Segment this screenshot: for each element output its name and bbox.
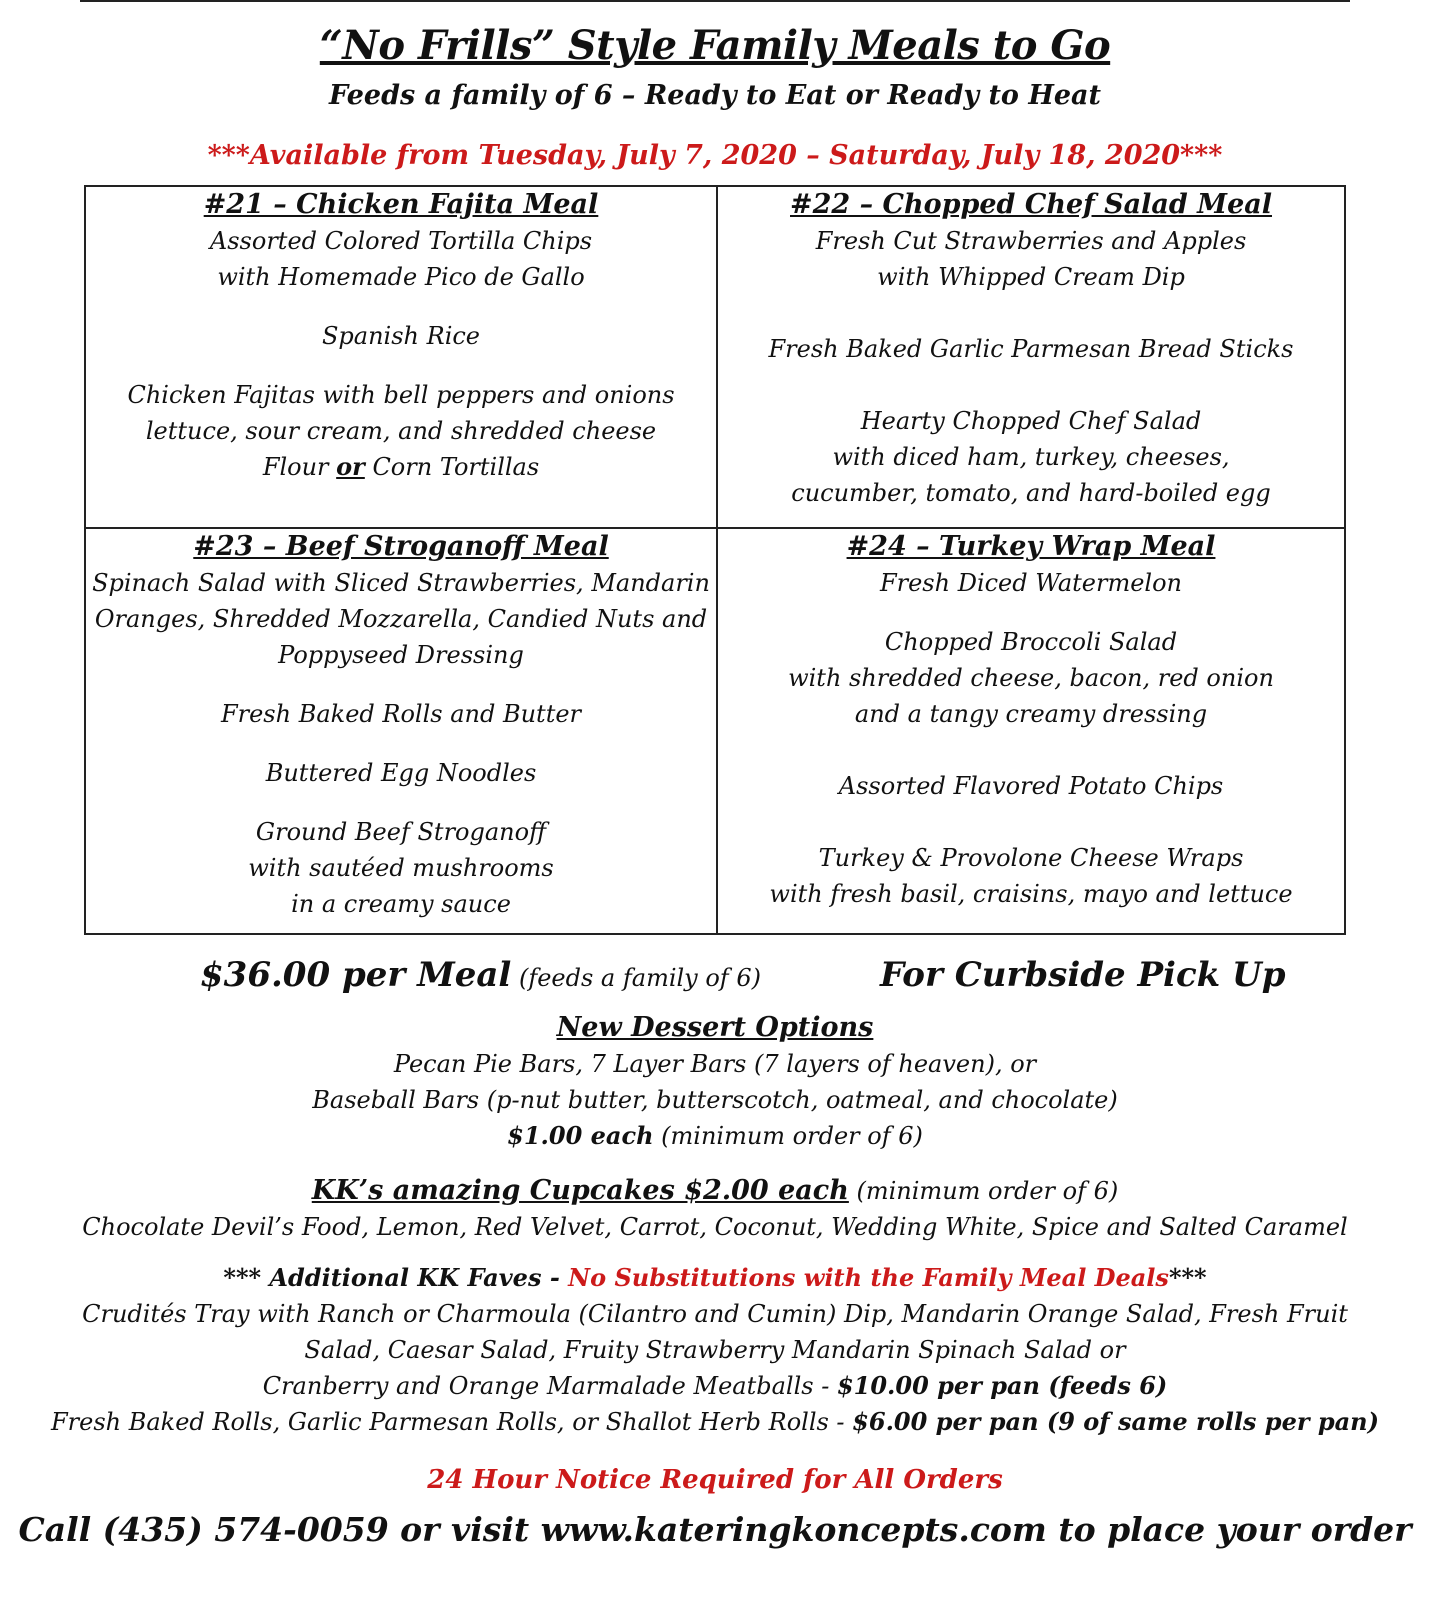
meal-card-24 bbox=[718, 529, 1344, 912]
contact-line: Call (435) 574-0059 or visit www.kateringkoncepts.com to place your order bbox=[18, 1510, 1412, 1549]
meal-title: #21 – Chicken Fajita Meal bbox=[203, 189, 599, 220]
availability-notice: ***Available from Tuesday, July 7, 2020 – Saturday, July 18, 2020*** bbox=[207, 140, 1223, 171]
meal-item-line: Assorted Flavored Potato Chips bbox=[838, 772, 1224, 800]
meal-card-23 bbox=[86, 529, 716, 922]
cupcake-flavors: Chocolate Devil’s Food, Lemon, Red Velvet, Carrot, Coconut, Wedding White, Spice and Salted Caramel bbox=[82, 1213, 1348, 1241]
meal-price-note: (feeds a family of 6) bbox=[511, 964, 761, 992]
meal-item-line: with fresh basil, craisins, mayo and lettuce bbox=[769, 880, 1293, 908]
meal-item-line: Fresh Baked Garlic Parmesan Bread Sticks bbox=[768, 335, 1294, 363]
dessert-section bbox=[0, 1010, 1430, 1154]
meal-item-line: Poppyseed Dressing bbox=[278, 641, 524, 669]
faves-heading: *** Additional KK Faves - No Substitutions with the Family Meal Deals*** bbox=[223, 1263, 1207, 1292]
cupcake-note: (minimum order of 6) bbox=[848, 1177, 1119, 1205]
meal-price: $36.00 per Meal (feeds a family of 6) bbox=[200, 955, 761, 995]
page-title: “No Frills” Style Family Meals to Go bbox=[319, 22, 1111, 69]
dessert-price: $1.00 each (minimum order of 6) bbox=[507, 1121, 923, 1150]
meal-item-line: Oranges, Shredded Mozzarella, Candied Nuts and bbox=[94, 605, 708, 633]
faves-line: Salad, Caesar Salad, Fruity Strawberry Mandarin Spinach Salad or bbox=[304, 1336, 1126, 1364]
meal-item-line: with Whipped Cream Dip bbox=[877, 263, 1185, 291]
meal-item-line: with diced ham, turkey, cheeses, bbox=[832, 443, 1230, 471]
meal-item-line: Buttered Egg Noodles bbox=[265, 759, 537, 787]
meal-grid bbox=[84, 185, 1346, 935]
meal-title: #23 – Beef Stroganoff Meal bbox=[193, 531, 609, 562]
page-subtitle: Feeds a family of 6 – Ready to Eat or Ready to Heat bbox=[329, 80, 1101, 111]
meal-item-line: with Homemade Pico de Gallo bbox=[217, 263, 585, 291]
cupcake-heading: KK’s amazing Cupcakes $2.00 each bbox=[311, 1175, 849, 1206]
meal-item-line: Spanish Rice bbox=[321, 322, 481, 350]
faves-line: Fresh Baked Rolls, Garlic Parmesan Rolls, or Shallot Herb Rolls - $6.00 per pan (9 of same rolls per pan) bbox=[50, 1407, 1379, 1436]
top-divider bbox=[80, 0, 1350, 2]
meal-item-line: Chopped Broccoli Salad bbox=[884, 628, 1178, 656]
cupcake-heading-row bbox=[0, 1173, 1430, 1209]
pricing-row bbox=[0, 955, 1430, 1005]
meal-item-line: Fresh Diced Watermelon bbox=[879, 569, 1183, 597]
meal-item-line: Ground Beef Stroganoff bbox=[255, 818, 547, 846]
meal-item-line: Fresh Cut Strawberries and Apples bbox=[815, 227, 1247, 255]
faves-line: Cranberry and Orange Marmalade Meatballs - $10.00 per pan (feeds 6) bbox=[262, 1371, 1168, 1400]
meal-item-line: Assorted Colored Tortilla Chips bbox=[209, 227, 593, 255]
meal-item-line: Spinach Salad with Sliced Strawberries, Mandarin bbox=[92, 569, 710, 597]
meal-card-22 bbox=[718, 187, 1344, 511]
meal-title: #22 – Chopped Chef Salad Meal bbox=[790, 189, 1272, 220]
meal-item-line: Turkey & Provolone Cheese Wraps bbox=[818, 844, 1244, 872]
meal-item-line: in a creamy sauce bbox=[291, 890, 511, 918]
faves-section bbox=[0, 1260, 1430, 1440]
faves-price: $10.00 per pan (feeds 6) bbox=[836, 1371, 1168, 1400]
meal-item-line: Fresh Baked Rolls and Butter bbox=[220, 700, 582, 728]
cupcake-section bbox=[0, 1173, 1430, 1245]
order-notice: 24 Hour Notice Required for All Orders bbox=[427, 1465, 1003, 1495]
meal-item-line: Chicken Fajitas with bell peppers and onions bbox=[127, 381, 675, 409]
meal-item-line: with sautéed mushrooms bbox=[248, 854, 554, 882]
no-substitutions-warning: No Substitutions with the Family Meal Deals bbox=[568, 1263, 1169, 1292]
faves-line: Crudités Tray with Ranch or Charmoula (Cilantro and Cumin) Dip, Mandarin Orange Salad, Fresh Fruit bbox=[82, 1300, 1348, 1328]
meal-item-line: with shredded cheese, bacon, red onion bbox=[788, 664, 1274, 692]
meal-card-21 bbox=[86, 187, 716, 485]
or-emphasis: or bbox=[336, 452, 365, 481]
dessert-line: Pecan Pie Bars, 7 Layer Bars (7 layers of heaven), or bbox=[393, 1050, 1037, 1078]
meal-item-line: Hearty Chopped Chef Salad bbox=[860, 407, 1202, 435]
meal-item-line: cucumber, tomato, and hard-boiled egg bbox=[791, 479, 1271, 507]
faves-price: $6.00 per pan (9 of same rolls per pan) bbox=[852, 1407, 1379, 1436]
dessert-line: Baseball Bars (p-nut butter, butterscotch, oatmeal, and chocolate) bbox=[312, 1086, 1118, 1114]
meal-title: #24 – Turkey Wrap Meal bbox=[846, 531, 1216, 562]
meal-item-line: and a tangy creamy dressing bbox=[854, 700, 1208, 728]
curbside-pickup: For Curbside Pick Up bbox=[880, 955, 1286, 995]
dessert-heading: New Dessert Options bbox=[556, 1012, 874, 1043]
meal-item-line: Flour or Corn Tortillas bbox=[262, 452, 540, 481]
meal-item-line: lettuce, sour cream, and shredded cheese bbox=[145, 417, 657, 445]
